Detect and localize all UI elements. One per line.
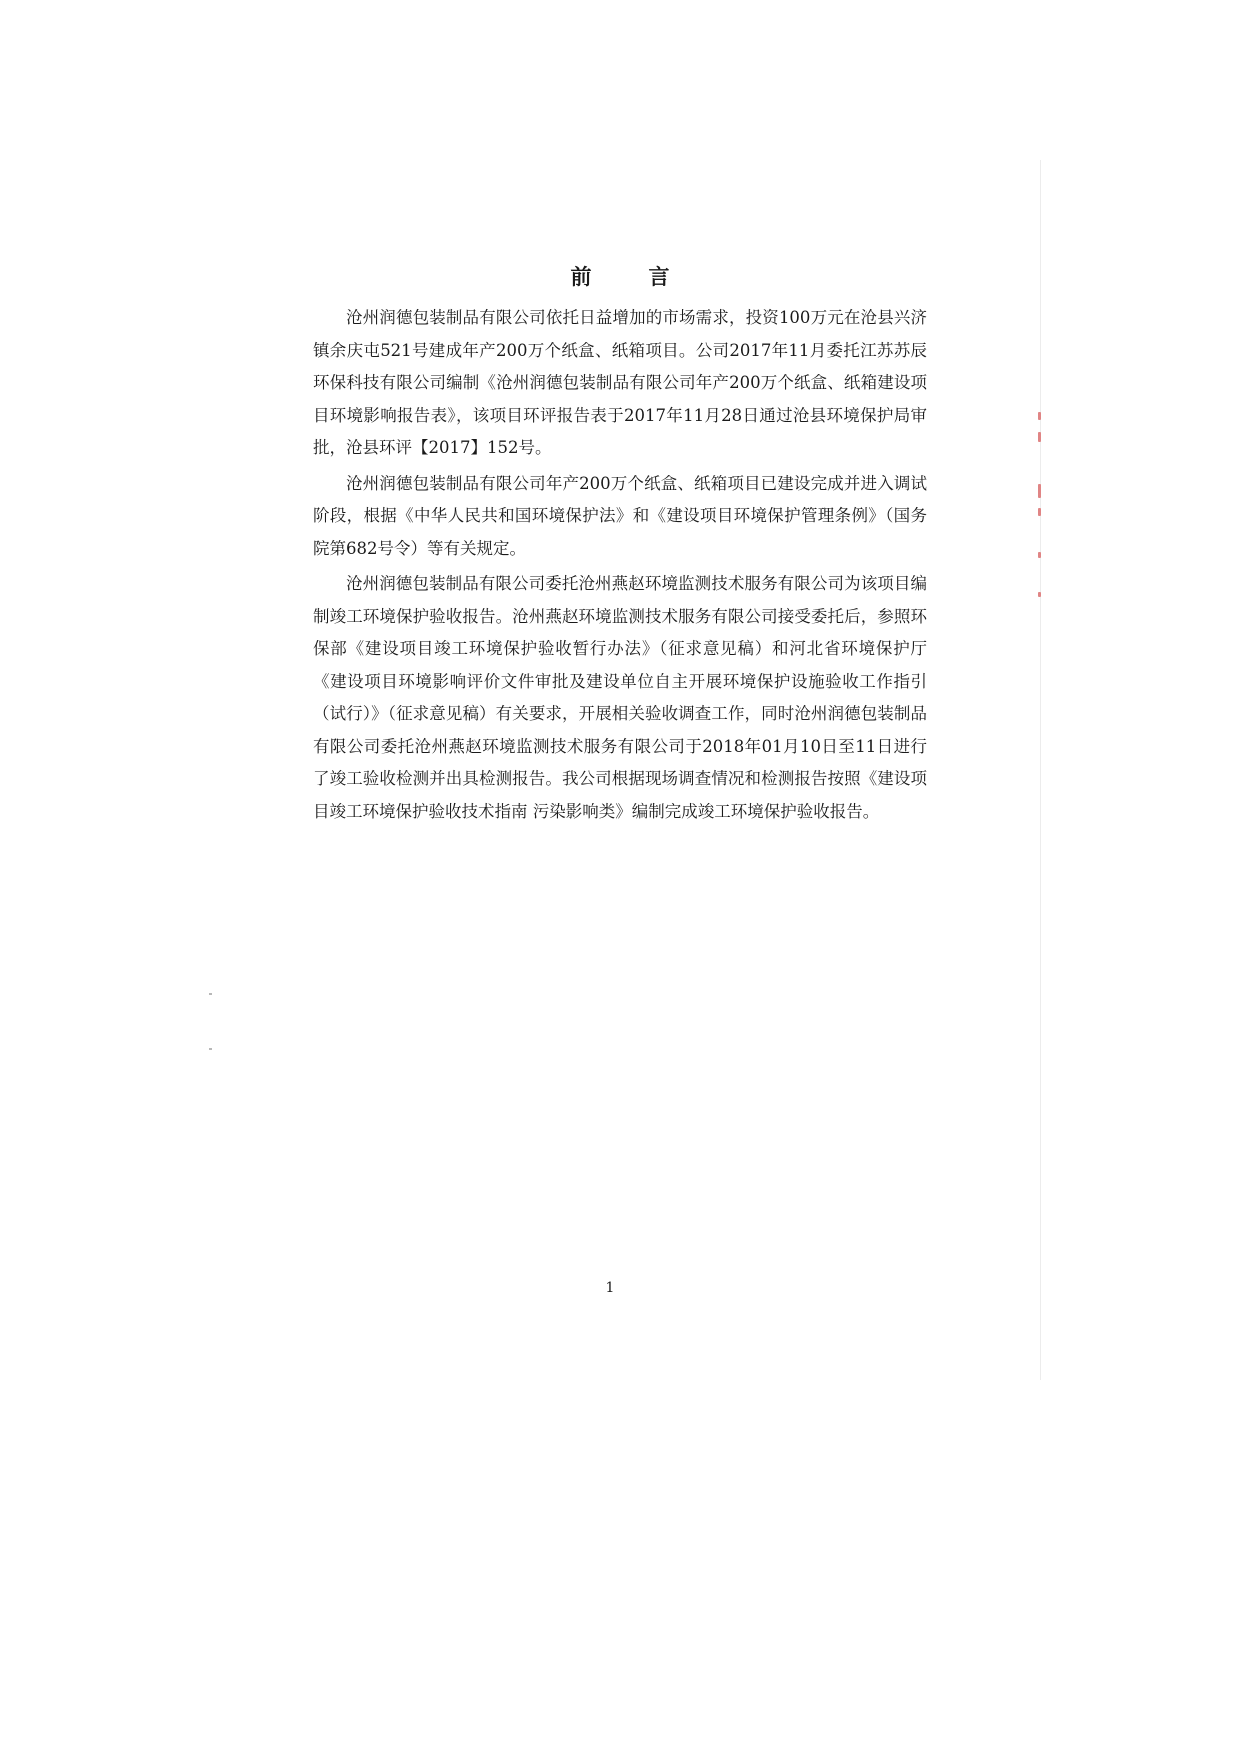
stamp-edge-mark [1038,508,1041,516]
paragraph: 沧州润德包装制品有限公司年产200万个纸盒、纸箱项目已建设完成并进入调试阶段，根据《中华人民共和国环境保护法》和《建设项目环境保护管理条例》（国务院第682号令）等有关规定。 [313,473,927,558]
scan-speck [209,1048,212,1050]
page-title: 前 言 [570,264,688,289]
paragraph: 沧州润德包装制品有限公司委托沧州燕赵环境监测技术服务有限公司为该项目编制竣工环境保护验收报告。沧州燕赵环境监测技术服务有限公司接受委托后，参照环保部《建设项目竣工环境保护验收暂行办法》（征求意见稿）和河北省环境保护厅《建设项目环境影响评价文件审批及建设单位自主开展环境保护设施验收工作指引（试行）》（征求意见稿）有关要求，开展相关验收调查工作，同时沧州润德包装制品有限公司委托沧州燕赵环境监测技术服务有限公司于2018年01月10日至11日进行了竣工验收检测并出具检测报告。我公司根据现场调查情况和检测报告按照《建设项目竣工环境保护验收技术指南 污染影响类》编制完成竣工环境保护验收报告。 [313,574,927,821]
stamp-edge-mark [1038,432,1041,442]
stamp-edge-mark [1038,484,1041,498]
paragraph: 沧州润德包装制品有限公司依托日益增加的市场需求，投资100万元在沧县兴济镇余庆屯521号建成年产200万个纸盒、纸箱项目。公司2017年11月委托江苏苏辰环保科技有限公司编制《沧州润德包装制品有限公司年产200万个纸盒、纸箱建设项目环境影响报告表》，该项目环评报告表于2017年11月28日通过沧县环境保护局审批，沧县环评【2017】152号。 [313,308,927,457]
document-body [313,262,927,831]
stamp-edge-mark [1038,412,1041,420]
scan-speck [209,993,212,995]
page-number: 1 [605,1280,615,1296]
page-edge-shadow [1040,160,1041,1380]
stamp-edge-mark [1038,592,1041,597]
stamp-edge-mark [1038,552,1041,558]
